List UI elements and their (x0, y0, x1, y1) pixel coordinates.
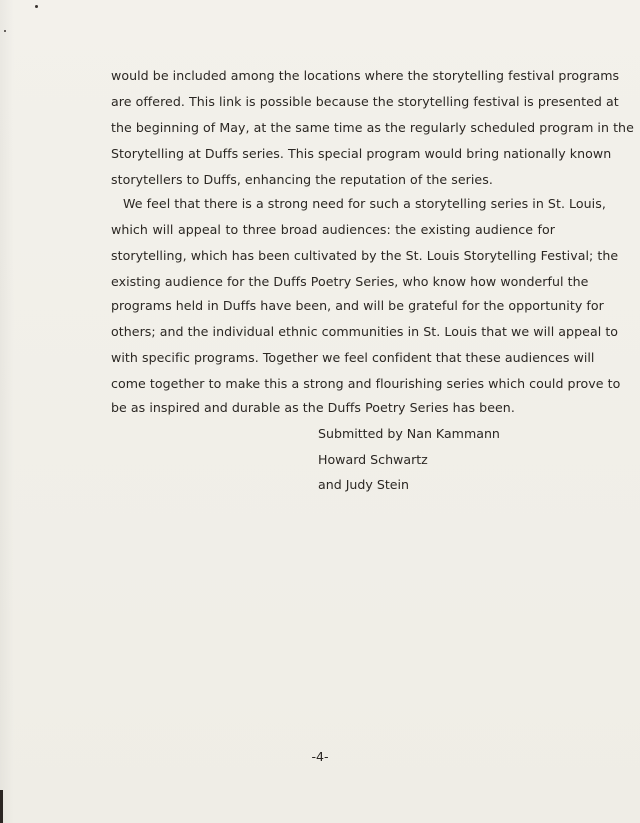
body-text-line: with specific programs. Together we feel confident that these audiences will (111, 350, 595, 365)
page-edge-shadow (0, 790, 3, 823)
body-text-line: storytelling, which has been cultivated by the St. Louis Storytelling Festival; the (111, 248, 619, 263)
body-text-line: the beginning of May, at the same time as the regularly scheduled program in the (111, 120, 634, 135)
signature-line: Submitted by Nan Kammann (318, 426, 500, 441)
body-text-line: programs held in Duffs have been, and will be grateful for the opportunity for (111, 298, 604, 313)
body-text-line: We feel that there is a strong need for such a storytelling series in St. Louis, (123, 196, 606, 211)
body-text-line: existing audience for the Duffs Poetry Series, who know how wonderful the (111, 274, 589, 289)
signature-line: Howard Schwartz (318, 452, 428, 467)
body-text-line: which will appeal to three broad audiences: the existing audience for (111, 222, 555, 237)
paper-speck (35, 5, 38, 8)
body-text-line: storytellers to Duffs, enhancing the reputation of the series. (111, 172, 493, 187)
body-text-line: be as inspired and durable as the Duffs Poetry Series has been. (111, 400, 515, 415)
body-text-line: come together to make this a strong and flourishing series which could prove to (111, 376, 621, 391)
body-text-line: are offered. This link is possible because the storytelling festival is presented at (111, 94, 619, 109)
page-number: -4- (311, 749, 329, 764)
body-text-line: would be included among the locations where the storytelling festival programs (111, 68, 620, 83)
body-text-line: others; and the individual ethnic communities in St. Louis that we will appeal to (111, 324, 619, 339)
body-text-line: Storytelling at Duffs series. This special program would bring nationally known (111, 146, 612, 161)
paper-speck (4, 30, 6, 32)
signature-line: and Judy Stein (318, 477, 410, 492)
